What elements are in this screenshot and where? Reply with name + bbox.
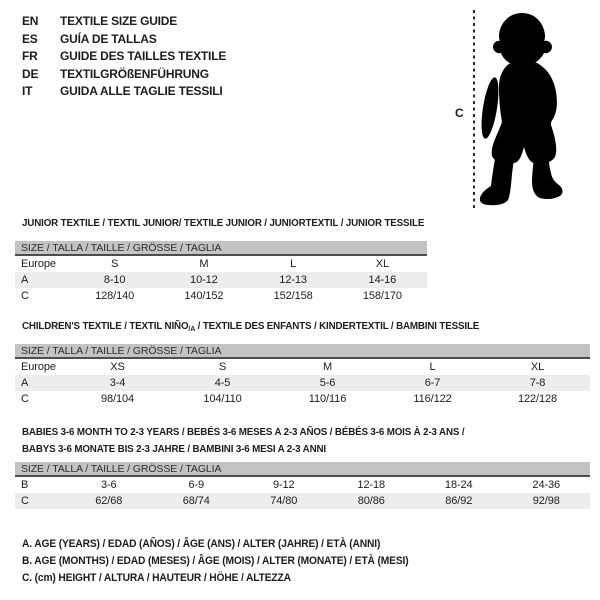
children-title-sub: /A (188, 324, 196, 333)
size-cell: 62/68 (95, 495, 123, 507)
height-measure-dashed-line (471, 10, 477, 208)
size-cell: XL (375, 258, 389, 270)
size-cell: 14-16 (368, 274, 397, 286)
lang-label: TEXTILGRÖßENFÜHRUNG (60, 66, 209, 81)
silhouette-left-arm (478, 76, 502, 139)
size-cell: 140/152 (184, 290, 224, 302)
size-cell: 7-8 (529, 377, 546, 389)
table-row (15, 375, 590, 391)
note-age-months: B. AGE (MONTHS) / EDAD (MESES) / ÂGE (MOIS) / ALTER (MONATE) / ETÀ (MESI) (22, 555, 409, 568)
table-row (15, 391, 590, 407)
language-header (22, 13, 226, 101)
size-cell: 5-6 (319, 377, 336, 389)
table-row (15, 272, 427, 288)
size-cell: S (111, 258, 119, 270)
table-row (15, 493, 590, 509)
silhouette-left-leg (480, 153, 514, 205)
row-label: Europe (21, 258, 56, 270)
note-height-cm: C. (cm) HEIGHT / ALTURA / HAUTEUR / HÖHE / ALTEZZA (22, 572, 291, 585)
lang-row-fr (22, 48, 226, 66)
size-cell: 152/158 (273, 290, 313, 302)
row-label: C (21, 393, 29, 405)
babies-table-title (22, 424, 464, 458)
lang-label: GUIDE DES TAILLES TEXTILE (60, 49, 227, 63)
row-label: C (21, 495, 29, 507)
size-cell: 104/110 (203, 393, 242, 405)
size-cell: 98/104 (100, 393, 135, 405)
size-header-bar: SIZE / TALLA / TAILLE / GRÖSSE / TAGLIA (15, 344, 590, 359)
lang-code: ES (22, 31, 38, 46)
lang-row-it (22, 83, 226, 101)
size-cell: 6-9 (188, 479, 205, 491)
size-cell: 92/98 (532, 495, 560, 507)
size-cell: 128/140 (95, 290, 135, 302)
size-cell: 68/74 (182, 495, 210, 507)
size-header-bar: SIZE / TALLA / TAILLE / GRÖSSE / TAGLIA (15, 241, 427, 256)
children-title-post: / TEXTILE DES ENFANTS / KINDERTEXTIL / BAMBINI TESSILE (195, 320, 480, 332)
lang-code: IT (22, 84, 33, 98)
size-cell: L (429, 361, 436, 373)
size-cell: 3-4 (109, 377, 126, 389)
children-table-title (22, 318, 479, 337)
size-header-bar: SIZE / TALLA / TAILLE / GRÖSSE / TAGLIA (15, 462, 590, 477)
silhouette-head (493, 13, 552, 66)
size-cell: 80/86 (357, 495, 385, 507)
table-row (15, 288, 427, 304)
size-cell: 12-18 (357, 479, 386, 491)
size-cell: 158/170 (362, 290, 402, 302)
footnotes (22, 536, 438, 588)
size-cell: 122/128 (517, 393, 558, 405)
size-cell: 3-6 (100, 479, 117, 491)
size-cell: S (218, 361, 227, 373)
note-age-years: A. AGE (YEARS) / EDAD (AÑOS) / ÂGE (ANS) / ALTER (JAHRE) / ETÀ (ANNI) (22, 538, 381, 550)
lang-code: FR (22, 49, 38, 63)
row-label: A (21, 274, 29, 286)
babies-title-line2: BABYS 3-6 MONATE BIS 2-3 JAHRE / BAMBINI 3-6 MESI A 2-3 ANNI (22, 443, 326, 455)
junior-table-title: JUNIOR TEXTILE / TEXTIL JUNIOR/ TEXTILE JUNIOR / JUNIORTEXTIL / JUNIOR TESSILE (22, 217, 425, 229)
table-row (15, 359, 590, 375)
lang-label: GUÍA DE TALLAS (60, 31, 157, 46)
table-row (15, 477, 590, 493)
junior-size-table (15, 241, 427, 304)
height-measure-label: C (455, 106, 464, 120)
lang-label: GUIDA ALLE TAGLIE TESSILI (60, 84, 223, 98)
size-cell: 12-13 (279, 274, 307, 286)
silhouette-right-leg (532, 157, 563, 199)
size-cell: XS (110, 361, 125, 373)
silhouette-torso-shorts (492, 60, 557, 164)
row-label: C (21, 290, 29, 302)
lang-row-es (22, 31, 226, 49)
lang-row-en (22, 13, 226, 31)
size-cell: 18-24 (444, 479, 473, 491)
size-cell: M (199, 258, 209, 270)
size-cell: 110/116 (308, 393, 347, 405)
size-cell: 24-36 (532, 479, 561, 491)
table-row (15, 256, 427, 272)
size-cell: 10-12 (190, 274, 218, 286)
size-cell: 6-7 (424, 377, 441, 389)
lang-label: TEXTILE SIZE GUIDE (60, 14, 178, 28)
size-cell: 8-10 (103, 274, 126, 286)
size-cell: 116/122 (413, 393, 452, 405)
row-label: Europe (21, 361, 56, 373)
size-cell: 4-5 (214, 377, 231, 389)
lang-code: EN (22, 14, 39, 28)
size-cell: 86/92 (445, 495, 473, 507)
children-title-pre: CHILDREN'S TEXTILE / TEXTIL NIÑO (22, 320, 189, 332)
size-cell: XL (530, 361, 545, 373)
toddler-silhouette-image (478, 10, 574, 210)
size-cell: M (322, 361, 333, 373)
children-size-table (15, 344, 590, 407)
size-cell: 74/80 (270, 495, 298, 507)
lang-row-de (22, 66, 226, 84)
lang-code: DE (22, 66, 39, 81)
size-cell: L (290, 258, 297, 270)
babies-size-table (15, 462, 590, 509)
size-cell: 9-12 (272, 479, 295, 491)
row-label: A (21, 377, 29, 389)
babies-title-line1: BABIES 3-6 MONTH TO 2-3 YEARS / BEBÉS 3-6 MESES A 2-3 AÑOS / BÉBÉS 3-6 MOIS À 2-3 ANS / (22, 426, 465, 438)
row-label: B (21, 479, 29, 491)
